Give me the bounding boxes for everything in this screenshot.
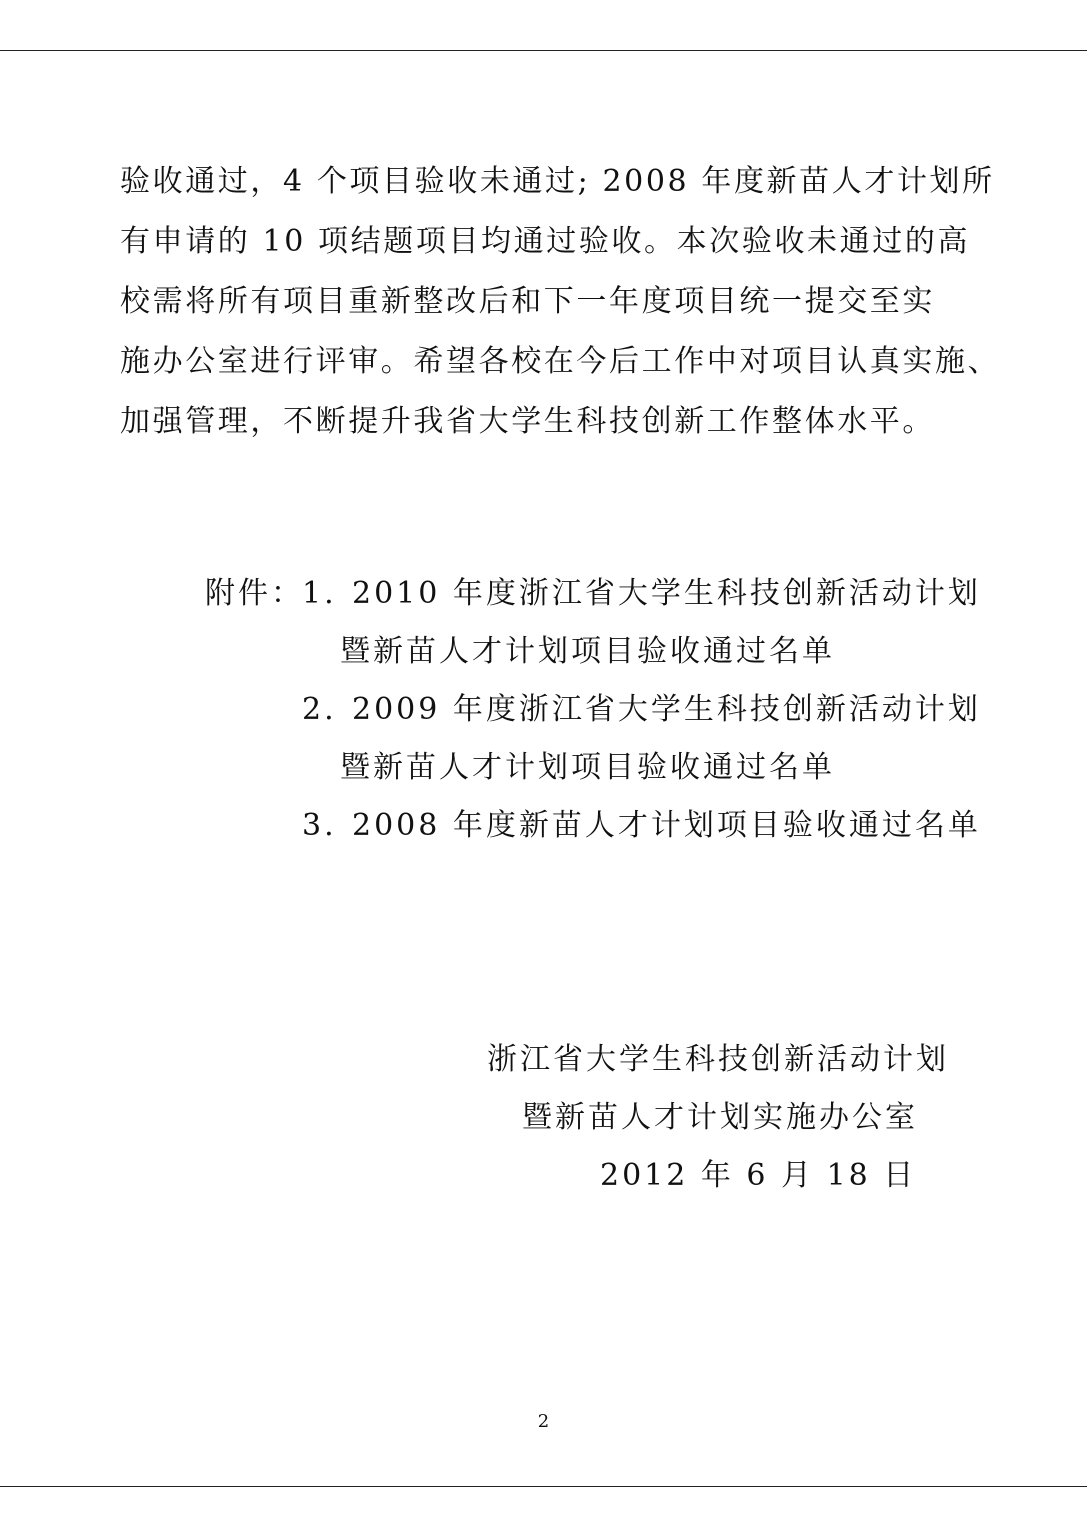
body-line: 加强管理，不断提升我省大学生科技创新工作整体水平。 xyxy=(120,404,935,439)
attachment-title: 2010 年度浙江省大学生科技创新活动计划 xyxy=(352,576,981,611)
body-line: 验收通过，4 个项目验收未通过; 2008 年度新苗人才计划所 xyxy=(120,164,995,199)
attachment-number: 2. xyxy=(302,692,337,727)
footer-rule xyxy=(0,1486,1087,1487)
attachments-label: 附件： xyxy=(205,576,304,611)
attachment-number: 1. xyxy=(302,576,337,611)
attachment-number: 3. xyxy=(302,808,337,843)
attachment-title-continued: 暨新苗人才计划项目验收通过名单 xyxy=(340,750,835,785)
attachment-title: 2008 年度新苗人才计划项目验收通过名单 xyxy=(352,808,981,843)
issuing-organization: 浙江省大学生科技创新活动计划 xyxy=(487,1042,949,1077)
body-line: 校需将所有项目重新整改后和下一年度项目统一提交至实 xyxy=(120,284,935,319)
header-rule xyxy=(0,50,1087,51)
attachment-title-continued: 暨新苗人才计划项目验收通过名单 xyxy=(340,634,835,669)
body-line: 施办公室进行评审。希望各校在今后工作中对项目认真实施、 xyxy=(120,344,1001,379)
issue-date: 2012 年 6 月 18 日 xyxy=(600,1158,917,1193)
issuing-office: 暨新苗人才计划实施办公室 xyxy=(522,1100,918,1135)
page-number: 2 xyxy=(537,1411,550,1432)
body-line: 有申请的 10 项结题项目均通过验收。本次验收未通过的高 xyxy=(120,224,971,259)
attachment-title: 2009 年度浙江省大学生科技创新活动计划 xyxy=(352,692,981,727)
